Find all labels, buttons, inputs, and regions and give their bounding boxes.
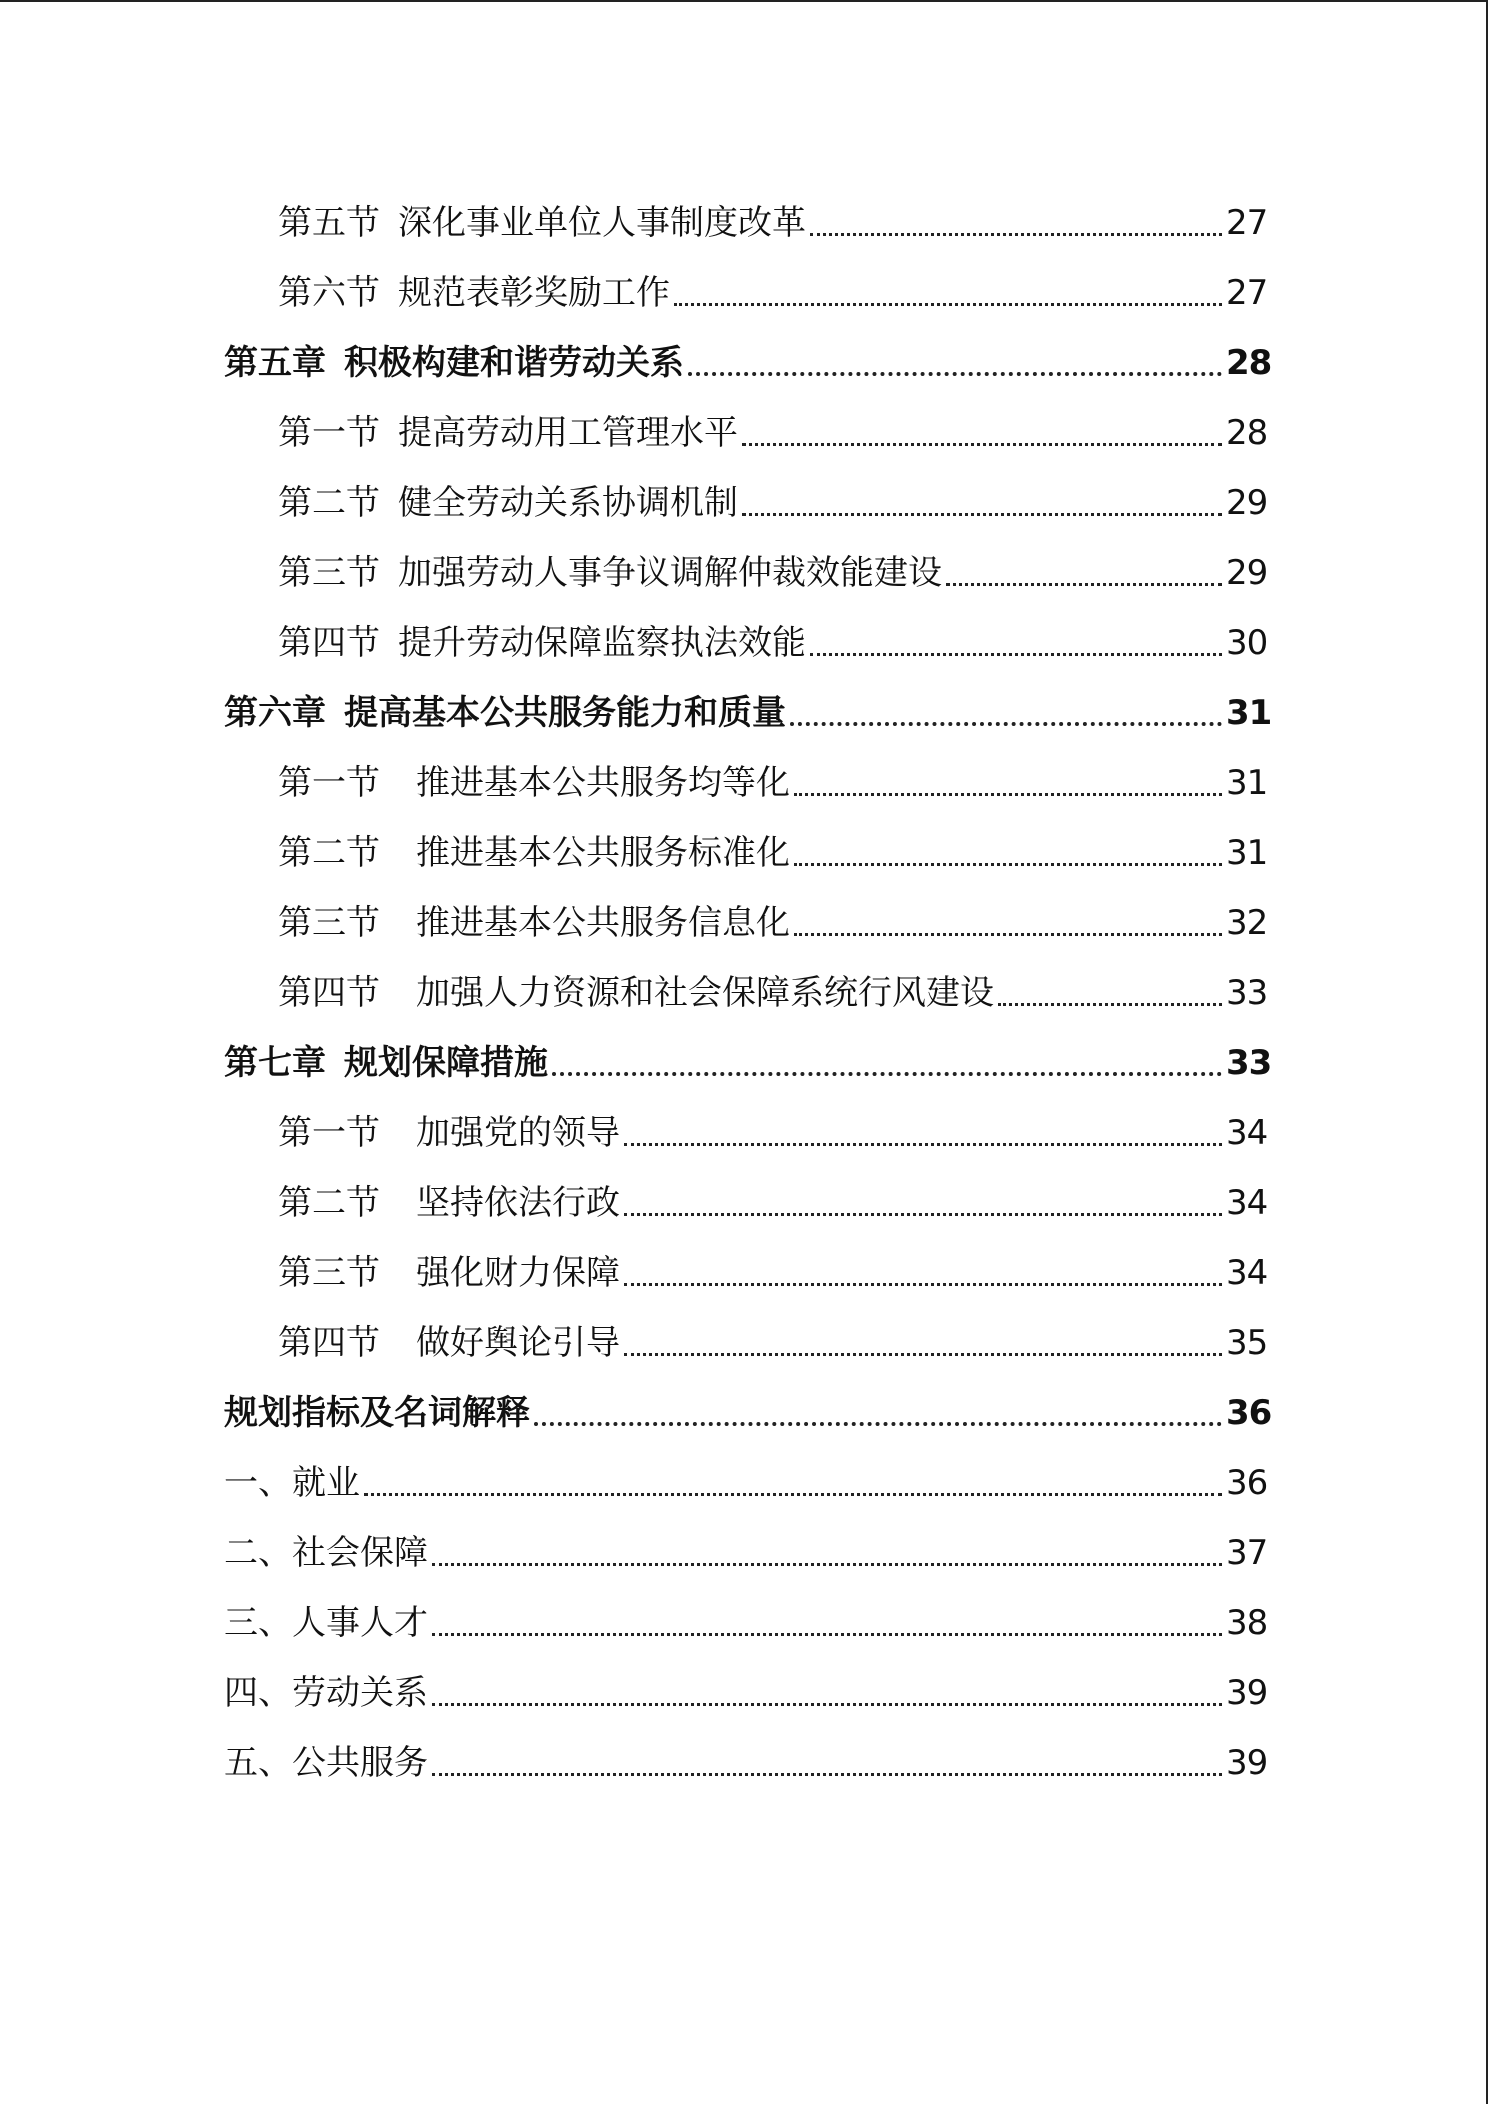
toc-page-number: 29 xyxy=(1226,483,1268,523)
toc-entry-number: 第二节 xyxy=(278,1183,380,1223)
toc-item-entry[interactable] xyxy=(224,1658,1266,1728)
toc-dot-leader xyxy=(432,1588,1222,1658)
toc-chapter-entry[interactable] xyxy=(224,1028,1272,1098)
toc-entry-label: 推进基本公共服务均等化 xyxy=(416,763,790,803)
toc-page-number: 31 xyxy=(1226,693,1272,733)
toc-chapter-entry[interactable] xyxy=(224,1378,1272,1448)
toc-entry-number: 第四节 xyxy=(278,973,380,1013)
toc-entry-title xyxy=(278,818,790,888)
toc-entry-title xyxy=(224,1728,428,1798)
toc-entry-label: 三、人事人才 xyxy=(224,1603,428,1643)
toc-entry-label: 积极构建和谐劳动关系 xyxy=(344,343,684,383)
toc-dot-leader xyxy=(674,258,1222,328)
toc-entry-label: 做好舆论引导 xyxy=(416,1323,620,1363)
toc-dot-leader xyxy=(688,328,1222,398)
toc-entry-label: 健全劳动关系协调机制 xyxy=(398,483,738,523)
toc-dot-leader xyxy=(432,1518,1222,1588)
toc-section-entry[interactable] xyxy=(224,398,1266,468)
toc-entry-label: 强化财力保障 xyxy=(416,1253,620,1293)
toc-dot-leader xyxy=(364,1448,1222,1518)
toc-entry-title xyxy=(278,1308,620,1378)
toc-entry-label: 规划保障措施 xyxy=(344,1043,548,1083)
toc-entry-title xyxy=(278,188,806,258)
toc-section-entry[interactable] xyxy=(224,468,1266,538)
toc-dot-leader xyxy=(742,398,1222,468)
toc-section-entry[interactable] xyxy=(224,1238,1266,1308)
toc-section-entry[interactable] xyxy=(224,958,1266,1028)
toc-dot-leader xyxy=(624,1168,1222,1238)
toc-entry-title xyxy=(278,888,790,958)
toc-entry-title xyxy=(224,1378,530,1448)
toc-item-entry[interactable] xyxy=(224,1588,1266,1658)
toc-entry-label: 提高劳动用工管理水平 xyxy=(398,413,738,453)
toc-page-number: 29 xyxy=(1226,553,1268,593)
toc-page-number: 37 xyxy=(1226,1533,1268,1573)
toc-dot-leader xyxy=(794,818,1222,888)
toc-dot-leader xyxy=(790,678,1222,748)
toc-section-entry[interactable] xyxy=(224,888,1266,958)
toc-entry-number: 第三节 xyxy=(278,903,380,943)
toc-dot-leader xyxy=(432,1728,1222,1798)
toc-section-entry[interactable] xyxy=(224,538,1266,608)
toc-section-entry[interactable] xyxy=(224,258,1266,328)
toc-entry-label: 一、就业 xyxy=(224,1463,360,1503)
toc-entry-title xyxy=(278,1168,620,1238)
toc-page-number: 39 xyxy=(1226,1743,1268,1783)
toc-entry-number: 第五节 xyxy=(278,203,380,243)
toc-page-number: 38 xyxy=(1226,1603,1268,1643)
toc-dot-leader xyxy=(534,1378,1222,1448)
toc-page-number: 34 xyxy=(1226,1113,1268,1153)
toc-dot-leader xyxy=(810,608,1222,678)
toc-entry-number: 第一节 xyxy=(278,763,380,803)
toc-entry-label: 加强党的领导 xyxy=(416,1113,620,1153)
toc-item-entry[interactable] xyxy=(224,1728,1266,1798)
toc-entry-label: 规划指标及名词解释 xyxy=(224,1393,530,1433)
toc-page-number: 27 xyxy=(1226,273,1268,313)
page-top-border xyxy=(0,0,1488,2)
toc-page-number: 36 xyxy=(1226,1463,1268,1503)
toc-entry-number: 第一节 xyxy=(278,413,380,453)
toc-entry-title xyxy=(278,958,994,1028)
toc-section-entry[interactable] xyxy=(224,748,1266,818)
toc-entry-number: 第三节 xyxy=(278,1253,380,1293)
toc-entry-title xyxy=(278,538,942,608)
toc-page-number: 32 xyxy=(1226,903,1268,943)
toc-page-number: 28 xyxy=(1226,413,1268,453)
toc-entry-label: 二、社会保障 xyxy=(224,1533,428,1573)
toc-entry-title xyxy=(224,1028,548,1098)
toc-section-entry[interactable] xyxy=(224,1308,1266,1378)
toc-entry-title xyxy=(224,1588,428,1658)
toc-item-entry[interactable] xyxy=(224,1518,1266,1588)
toc-entry-title xyxy=(278,398,738,468)
toc-section-entry[interactable] xyxy=(224,188,1266,258)
toc-page-number: 31 xyxy=(1226,763,1268,803)
toc-entry-title xyxy=(278,1238,620,1308)
toc-page-number: 34 xyxy=(1226,1253,1268,1293)
toc-entry-number: 第七章 xyxy=(224,1043,326,1083)
toc-dot-leader xyxy=(624,1238,1222,1308)
toc-section-entry[interactable] xyxy=(224,818,1266,888)
toc-page-number: 34 xyxy=(1226,1183,1268,1223)
toc-entry-title xyxy=(278,608,806,678)
toc-dot-leader xyxy=(742,468,1222,538)
toc-entry-label: 五、公共服务 xyxy=(224,1743,428,1783)
toc-page-number: 35 xyxy=(1226,1323,1268,1363)
toc-entry-title xyxy=(278,748,790,818)
toc-entry-number: 第三节 xyxy=(278,553,380,593)
toc-entry-title xyxy=(278,258,670,328)
toc-entry-number: 第四节 xyxy=(278,1323,380,1363)
toc-entry-title xyxy=(278,468,738,538)
toc-page-number: 33 xyxy=(1226,1043,1272,1083)
toc-entry-label: 坚持依法行政 xyxy=(416,1183,620,1223)
toc-dot-leader xyxy=(998,958,1222,1028)
table-of-contents xyxy=(224,188,1272,1798)
toc-entry-number: 第六章 xyxy=(224,693,326,733)
toc-entry-label: 提高基本公共服务能力和质量 xyxy=(344,693,786,733)
toc-entry-label: 规范表彰奖励工作 xyxy=(398,273,670,313)
toc-section-entry[interactable] xyxy=(224,608,1266,678)
toc-entry-number: 第四节 xyxy=(278,623,380,663)
toc-dot-leader xyxy=(552,1028,1222,1098)
toc-dot-leader xyxy=(624,1098,1222,1168)
toc-entry-title xyxy=(224,1448,360,1518)
toc-chapter-entry[interactable] xyxy=(224,678,1272,748)
toc-entry-title xyxy=(224,328,684,398)
toc-entry-label: 四、劳动关系 xyxy=(224,1673,428,1713)
toc-page-number: 33 xyxy=(1226,973,1268,1013)
toc-entry-title xyxy=(224,678,786,748)
toc-entry-number: 第一节 xyxy=(278,1113,380,1153)
toc-entry-label: 推进基本公共服务信息化 xyxy=(416,903,790,943)
toc-entry-number: 第二节 xyxy=(278,483,380,523)
toc-entry-label: 深化事业单位人事制度改革 xyxy=(398,203,806,243)
toc-entry-number: 第二节 xyxy=(278,833,380,873)
toc-entry-label: 提升劳动保障监察执法效能 xyxy=(398,623,806,663)
toc-entry-number: 第五章 xyxy=(224,343,326,383)
toc-page-number: 39 xyxy=(1226,1673,1268,1713)
toc-dot-leader xyxy=(432,1658,1222,1728)
toc-dot-leader xyxy=(946,538,1222,608)
toc-section-entry[interactable] xyxy=(224,1098,1266,1168)
toc-page-number: 36 xyxy=(1226,1393,1272,1433)
toc-chapter-entry[interactable] xyxy=(224,328,1272,398)
toc-dot-leader xyxy=(794,888,1222,958)
toc-dot-leader xyxy=(810,188,1222,258)
toc-page-number: 31 xyxy=(1226,833,1268,873)
toc-section-entry[interactable] xyxy=(224,1168,1266,1238)
toc-entry-title xyxy=(278,1098,620,1168)
toc-dot-leader xyxy=(794,748,1222,818)
toc-page-number: 27 xyxy=(1226,203,1268,243)
toc-page-number: 30 xyxy=(1226,623,1268,663)
toc-entry-label: 推进基本公共服务标准化 xyxy=(416,833,790,873)
toc-entry-label: 加强劳动人事争议调解仲裁效能建设 xyxy=(398,553,942,593)
toc-entry-label: 加强人力资源和社会保障系统行风建设 xyxy=(416,973,994,1013)
toc-item-entry[interactable] xyxy=(224,1448,1266,1518)
toc-page-number: 28 xyxy=(1226,343,1272,383)
toc-entry-title xyxy=(224,1518,428,1588)
toc-entry-number: 第六节 xyxy=(278,273,380,313)
toc-entry-title xyxy=(224,1658,428,1728)
toc-dot-leader xyxy=(624,1308,1222,1378)
